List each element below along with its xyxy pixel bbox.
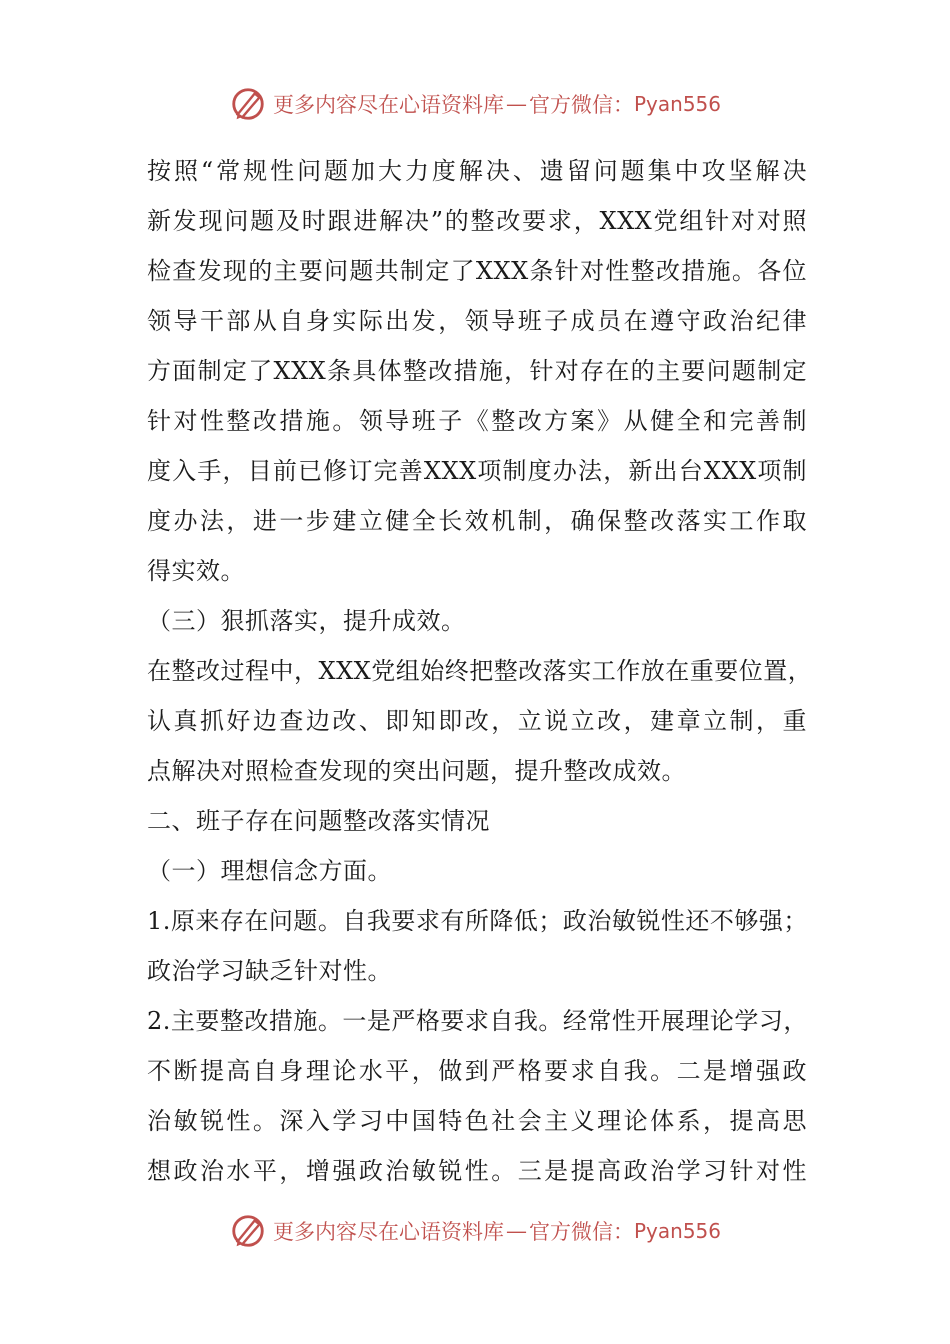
watermark-text: 更多内容尽在心语资料库 bbox=[272, 93, 504, 117]
text-line: 度办法，进一步建立健全长效机制，确保整改落实工作取 bbox=[147, 507, 807, 535]
section-heading: （三）狠抓落实，提升成效。 bbox=[147, 607, 466, 635]
watermark-separator: — bbox=[505, 1219, 527, 1243]
text-line: 按照“常规性问题加大力度解决、遗留问题集中攻坚解决 bbox=[147, 157, 807, 185]
watermark-text: 更多内容尽在心语资料库 bbox=[272, 1220, 504, 1244]
watermark-contact-label: 官方微信： bbox=[528, 93, 634, 117]
header-watermark bbox=[0, 84, 950, 124]
text-line: 方面制定了XXX条具体整改措施，针对存在的主要问题制定 bbox=[147, 357, 807, 385]
section-heading: （一）理想信念方面。 bbox=[147, 857, 392, 885]
text-line: 得实效。 bbox=[147, 557, 245, 585]
section-heading: 二、班子存在问题整改落实情况 bbox=[147, 807, 490, 835]
watermark-contact-label: 官方微信： bbox=[528, 1220, 634, 1244]
document-body bbox=[147, 146, 813, 1196]
text-line: 度入手，目前已修订完善XXX项制度办法，新出台XXX项制 bbox=[147, 457, 807, 485]
watermark-separator: — bbox=[505, 92, 527, 116]
text-line: 在整改过程中，XXX党组始终把整改落实工作放在重要位置， bbox=[147, 657, 813, 685]
text-line: 2.主要整改措施。一是严格要求自我。经常性开展理论学习， bbox=[147, 1007, 808, 1035]
watermark-contact-id: Pyan556 bbox=[633, 92, 721, 116]
footer-watermark bbox=[0, 1211, 950, 1251]
text-line: 检查发现的主要问题共制定了XXX条针对性整改措施。各位 bbox=[147, 257, 807, 285]
pen-logo-icon bbox=[229, 85, 267, 123]
text-line: 政治学习缺乏针对性。 bbox=[147, 957, 392, 985]
text-line: 点解决对照检查发现的突出问题，提升整改成效。 bbox=[147, 757, 686, 785]
text-line: 治敏锐性。深入学习中国特色社会主义理论体系，提高思 bbox=[147, 1107, 807, 1135]
text-line: 想政治水平，增强政治敏锐性。三是提高政治学习针对性 bbox=[147, 1157, 807, 1185]
text-line: 不断提高自身理论水平，做到严格要求自我。二是增强政 bbox=[147, 1057, 807, 1085]
pen-logo-icon bbox=[229, 1212, 267, 1250]
text-line: 针对性整改措施。领导班子《整改方案》从健全和完善制 bbox=[147, 407, 807, 435]
text-line: 1.原来存在问题。自我要求有所降低；政治敏锐性还不够强； bbox=[147, 907, 808, 935]
text-line: 领导干部从自身实际出发，领导班子成员在遵守政治纪律 bbox=[147, 307, 807, 335]
text-line: 认真抓好边查边改、即知即改，立说立改，建章立制，重 bbox=[147, 707, 807, 735]
text-line: 新发现问题及时跟进解决”的整改要求，XXX党组针对对照 bbox=[147, 207, 807, 235]
watermark-contact-id: Pyan556 bbox=[633, 1219, 721, 1243]
